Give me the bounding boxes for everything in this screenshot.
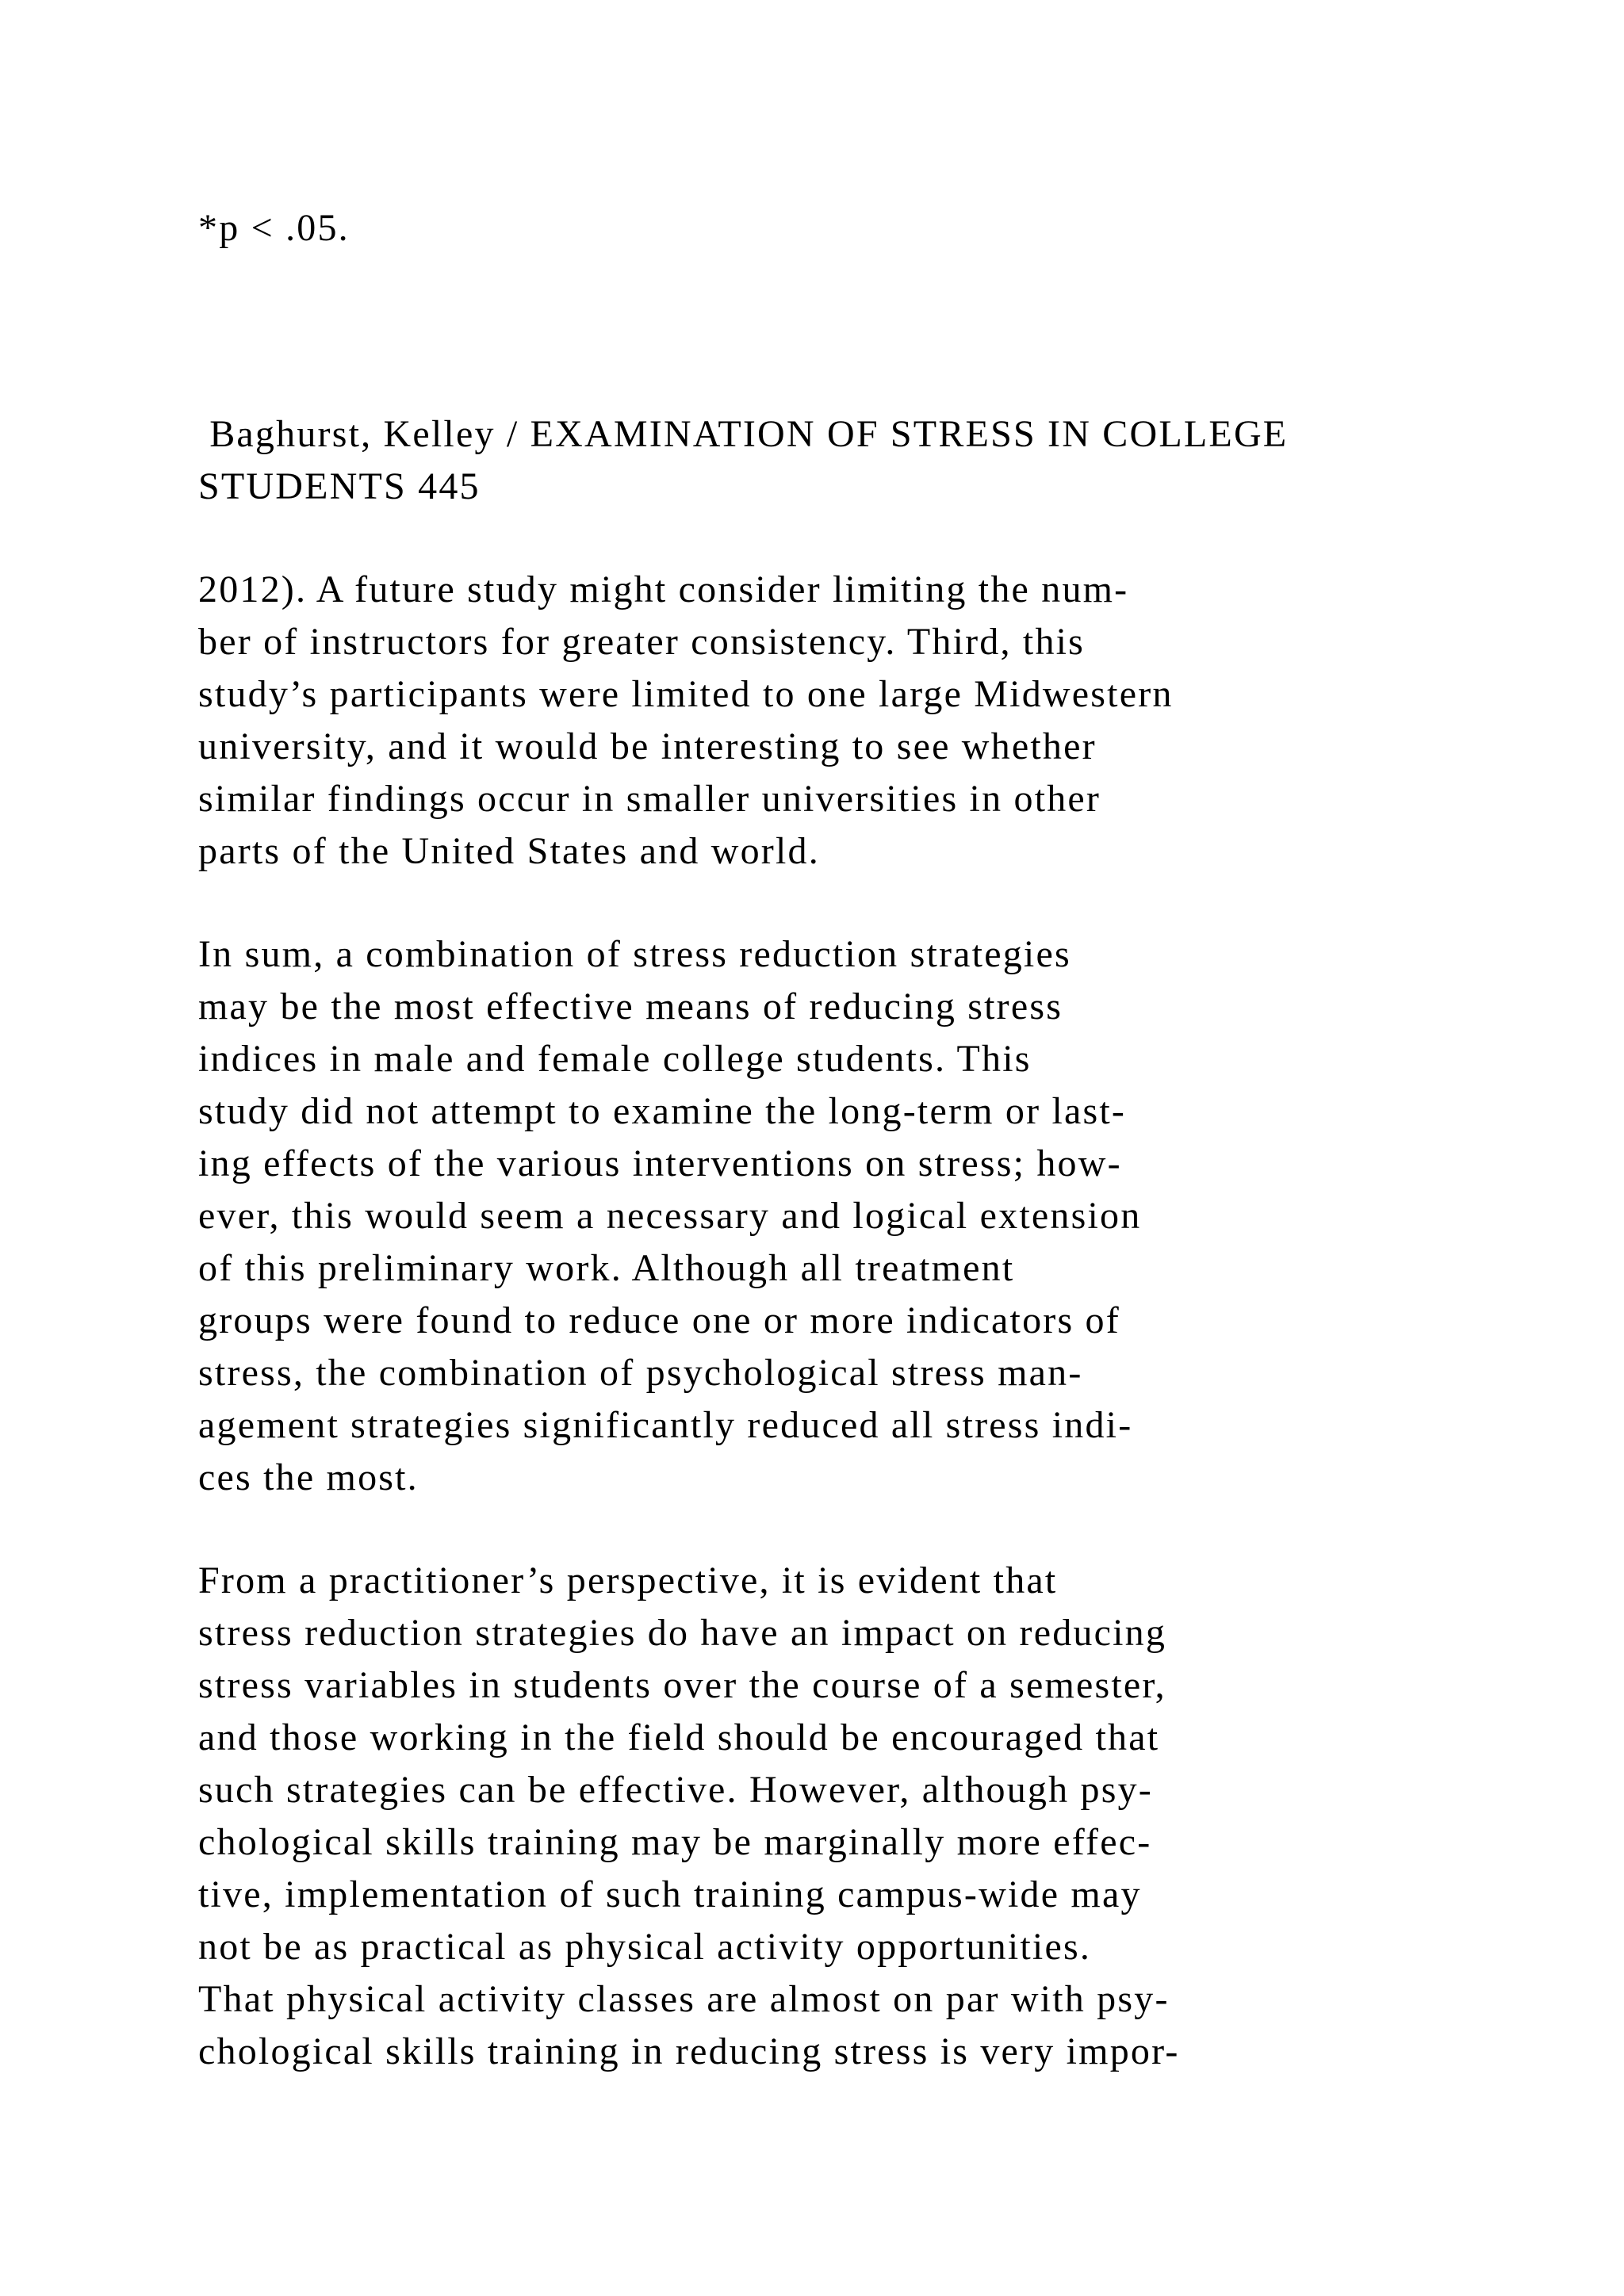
paragraph-2-line-5: ing effects of the various interventions on stress; how-: [198, 1142, 1122, 1184]
paragraph-2-line-9: stress, the combination of psychological stress man-: [198, 1352, 1083, 1394]
paragraph-1-line-2: ber of instructors for greater consistency. Third, this: [198, 621, 1086, 663]
paragraph-2-line-11: ces the most.: [198, 1456, 419, 1498]
running-header-line-2: STUDENTS 445: [198, 465, 481, 507]
paragraph-2-line-7: of this preliminary work. Although all treatment: [198, 1247, 1015, 1289]
paragraph-3-line-9: That physical activity classes are almost on par with psy-: [198, 1978, 1170, 2020]
paragraph-1-line-3: study’s participants were limited to one large Midwestern: [198, 673, 1174, 715]
paragraph-3-line-7: tive, implementation of such training campus-wide may: [198, 1873, 1142, 1915]
paragraph-3-line-4: and those working in the field should be encouraged that: [198, 1716, 1160, 1758]
paragraph-2-line-8: groups were found to reduce one or more indicators of: [198, 1299, 1120, 1341]
paragraph-3-line-3: stress variables in students over the course of a semester,: [198, 1664, 1166, 1706]
paragraph-3-line-2: stress reduction strategies do have an impact on reducing: [198, 1612, 1167, 1654]
paragraph-3-line-5: such strategies can be effective. However, although psy-: [198, 1769, 1153, 1811]
paragraph-3-line-1: From a practitioner’s perspective, it is evident that: [198, 1559, 1058, 1601]
paragraph-2-line-2: may be the most effective means of reducing stress: [198, 985, 1063, 1027]
paragraph-1-line-4: university, and it would be interesting to see whether: [198, 725, 1097, 767]
paragraph-2-line-4: study did not attempt to examine the long-term or last-: [198, 1090, 1127, 1132]
paragraph-2-line-3: indices in male and female college students. This: [198, 1038, 1032, 1080]
footnote: *p < .05.: [198, 207, 350, 249]
paragraph-3-line-6: chological skills training may be marginally more effec-: [198, 1821, 1152, 1863]
running-header-line-1: Baghurst, Kelley / EXAMINATION OF STRESS IN COLLEGE: [198, 413, 1289, 455]
paragraph-3-line-10: chological skills training in reducing stress is very impor-: [198, 2030, 1180, 2072]
paragraph-3-line-8: not be as practical as physical activity opportunities.: [198, 1926, 1092, 1968]
paragraph-2-line-1: In sum, a combination of stress reduction strategies: [198, 933, 1071, 975]
paragraph-1-line-1: 2012). A future study might consider limiting the num-: [198, 568, 1129, 610]
paragraph-1-line-5: similar findings occur in smaller universities in other: [198, 778, 1101, 820]
paragraph-1-line-6: parts of the United States and world.: [198, 830, 820, 872]
paragraph-2-line-10: agement strategies significantly reduced all stress indi-: [198, 1404, 1133, 1446]
paragraph-2-line-6: ever, this would seem a necessary and logical extension: [198, 1195, 1142, 1237]
